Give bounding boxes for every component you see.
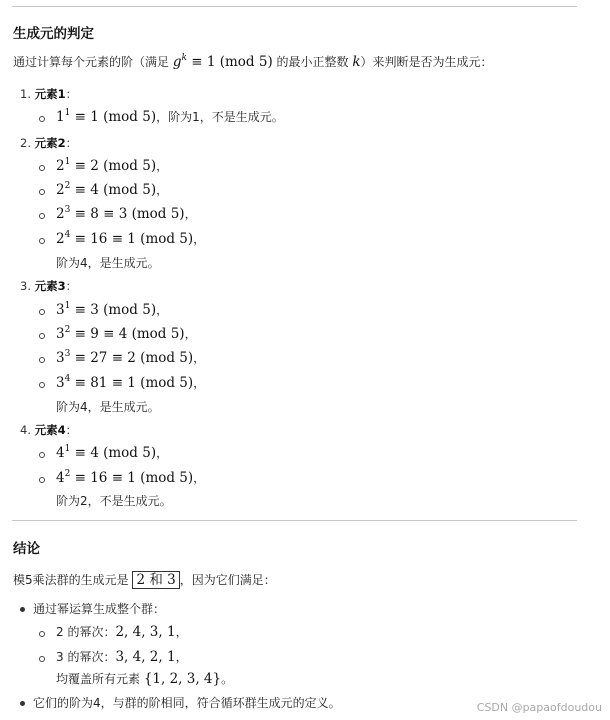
element-3-line-2 <box>56 325 197 342</box>
line-tail: ， <box>184 207 197 221</box>
congruence: ≡ 16 ≡ 1 (mod 5) <box>70 231 194 247</box>
element-3-line-3 <box>56 349 205 366</box>
bullet-2-text: 它们的阶为4，与群的阶相同，符合循环群生成元的定义。 <box>33 696 341 710</box>
boxed-answer: 2 和 3 <box>132 571 179 589</box>
line-tail: ， <box>193 471 206 485</box>
circle-bullet <box>39 165 45 171</box>
element-3-colon: ： <box>65 279 78 293</box>
intro-formula <box>173 54 273 70</box>
circle-bullet <box>39 656 45 662</box>
disc-bullet <box>20 607 25 612</box>
powers-of-2-line <box>56 623 188 640</box>
circle-bullet <box>39 357 45 363</box>
element-3-note: 阶为4，是生成元。 <box>56 400 160 414</box>
intro-mid: 的最小正整数 <box>272 55 353 69</box>
intro-formula-rest: ≡ 1 (mod 5) <box>186 54 273 70</box>
intro-formula-k: k <box>181 53 187 63</box>
section-divider <box>12 520 577 521</box>
powers-of-3-line <box>56 648 188 665</box>
element-1-line-1 <box>56 108 284 125</box>
line-tail: ， <box>175 625 188 639</box>
element-1-label: 元素1 <box>34 87 66 101</box>
circle-bullet <box>39 238 45 244</box>
congruence: ≡ 4 (mod 5) <box>70 182 157 198</box>
congruence: ≡ 27 ≡ 2 (mod 5) <box>70 350 194 366</box>
power-exponent: 2 <box>64 181 71 191</box>
power-base: 3 <box>56 350 65 366</box>
element-4-colon: ： <box>65 423 78 437</box>
congruence: ≡ 1 (mod 5) <box>70 109 157 125</box>
circle-bullet <box>39 189 45 195</box>
line-tail: ， <box>193 232 206 246</box>
power-exponent: 1 <box>64 157 71 167</box>
power-base: 1 <box>56 109 65 125</box>
csdn-watermark: CSDN @papaofdoudou <box>476 701 602 714</box>
circle-bullet <box>39 333 45 339</box>
element-2-colon: ： <box>65 136 78 150</box>
line-tail: ， <box>193 376 206 390</box>
element-1-heading <box>20 86 77 102</box>
element-3-line-4 <box>56 374 205 391</box>
power-base: 2 <box>56 231 65 247</box>
power-exponent: 2 <box>64 325 71 335</box>
line-tail: ， <box>175 650 188 664</box>
element-4-label: 元素4 <box>34 423 66 437</box>
element-3-number: 3. <box>20 279 31 293</box>
power-base: 2 <box>56 158 65 174</box>
powers-of-2-label: 2 的幂次： <box>56 625 116 639</box>
circle-bullet <box>39 309 45 315</box>
element-1-colon: ： <box>65 87 78 101</box>
circle-bullet <box>39 116 45 122</box>
element-2-label: 元素2 <box>34 136 66 150</box>
disc-bullet <box>20 701 25 706</box>
section-title-conclusion: 结论 <box>13 541 40 557</box>
power-exponent: 4 <box>64 230 71 240</box>
element-2-number: 2. <box>20 136 31 150</box>
congruence: ≡ 81 ≡ 1 (mod 5) <box>70 375 194 391</box>
power-exponent: 1 <box>64 108 71 118</box>
element-4-line-1 <box>56 444 168 461</box>
intro-suffix: ）来判断是否为生成元： <box>360 55 493 69</box>
cover-set: {1, 2, 3, 4} <box>143 671 222 687</box>
power-exponent: 3 <box>64 349 71 359</box>
intro-paragraph <box>13 53 493 70</box>
line-tail: ， <box>193 351 206 365</box>
power-base: 2 <box>56 206 65 222</box>
cover-all-elements-line <box>56 670 233 687</box>
line-tail: ， <box>156 446 169 460</box>
element-4-line-2 <box>56 469 205 486</box>
element-2-heading <box>20 135 77 151</box>
element-4-heading <box>20 422 77 438</box>
section-title-generator-check: 生成元的判定 <box>13 26 94 42</box>
bullet-1-text: 通过幂运算生成整个群： <box>33 602 166 616</box>
line-tail: ， <box>156 183 169 197</box>
powers-of-3-values: 3, 4, 2, 1 <box>115 649 176 665</box>
element-1-number: 1. <box>20 87 31 101</box>
congruence: ≡ 9 ≡ 4 (mod 5) <box>70 326 185 342</box>
power-exponent: 1 <box>64 444 71 454</box>
power-base: 3 <box>56 302 65 318</box>
power-exponent: 4 <box>64 374 71 384</box>
conclusion-prefix: 模5乘法群的生成元是 <box>13 573 133 587</box>
top-divider <box>12 6 577 7</box>
element-2-line-1 <box>56 157 168 174</box>
cover-prefix: 均覆盖所有元素 <box>56 672 144 686</box>
power-base: 4 <box>56 445 65 461</box>
congruence: ≡ 8 ≡ 3 (mod 5) <box>70 206 185 222</box>
power-base: 4 <box>56 470 65 486</box>
power-exponent: 3 <box>64 205 71 215</box>
intro-formula-g: g <box>172 54 182 70</box>
circle-bullet <box>39 382 45 388</box>
line-tail: ， <box>156 303 169 317</box>
circle-bullet <box>39 213 45 219</box>
intro-var-k: k <box>352 54 361 70</box>
line-tail: ，阶为1，不是生成元。 <box>156 110 284 124</box>
power-exponent: 1 <box>64 301 71 311</box>
power-base: 2 <box>56 182 65 198</box>
element-3-heading <box>20 278 77 294</box>
congruence: ≡ 4 (mod 5) <box>70 445 157 461</box>
element-2-line-2 <box>56 181 168 198</box>
element-2-note: 阶为4，是生成元。 <box>56 256 160 270</box>
element-4-note: 阶为2，不是生成元。 <box>56 494 172 508</box>
circle-bullet <box>39 631 45 637</box>
element-4-number: 4. <box>20 423 31 437</box>
element-3-label: 元素3 <box>34 279 66 293</box>
element-3-line-1 <box>56 301 168 318</box>
powers-of-3-label: 3 的幂次： <box>56 650 116 664</box>
conclusion-paragraph <box>13 568 276 588</box>
intro-prefix: 通过计算每个元素的阶（满足 <box>13 55 173 69</box>
conclusion-suffix: ，因为它们满足： <box>179 573 276 587</box>
congruence: ≡ 3 (mod 5) <box>70 302 157 318</box>
congruence: ≡ 2 (mod 5) <box>70 158 157 174</box>
line-tail: ， <box>184 327 197 341</box>
cover-suffix: 。 <box>221 672 234 686</box>
element-2-line-3 <box>56 205 197 222</box>
circle-bullet <box>39 452 45 458</box>
power-base: 3 <box>56 375 65 391</box>
power-exponent: 2 <box>64 469 71 479</box>
line-tail: ， <box>156 159 169 173</box>
circle-bullet <box>39 477 45 483</box>
element-2-line-4 <box>56 230 205 247</box>
power-base: 3 <box>56 326 65 342</box>
congruence: ≡ 16 ≡ 1 (mod 5) <box>70 470 194 486</box>
powers-of-2-values: 2, 4, 3, 1 <box>115 624 176 640</box>
